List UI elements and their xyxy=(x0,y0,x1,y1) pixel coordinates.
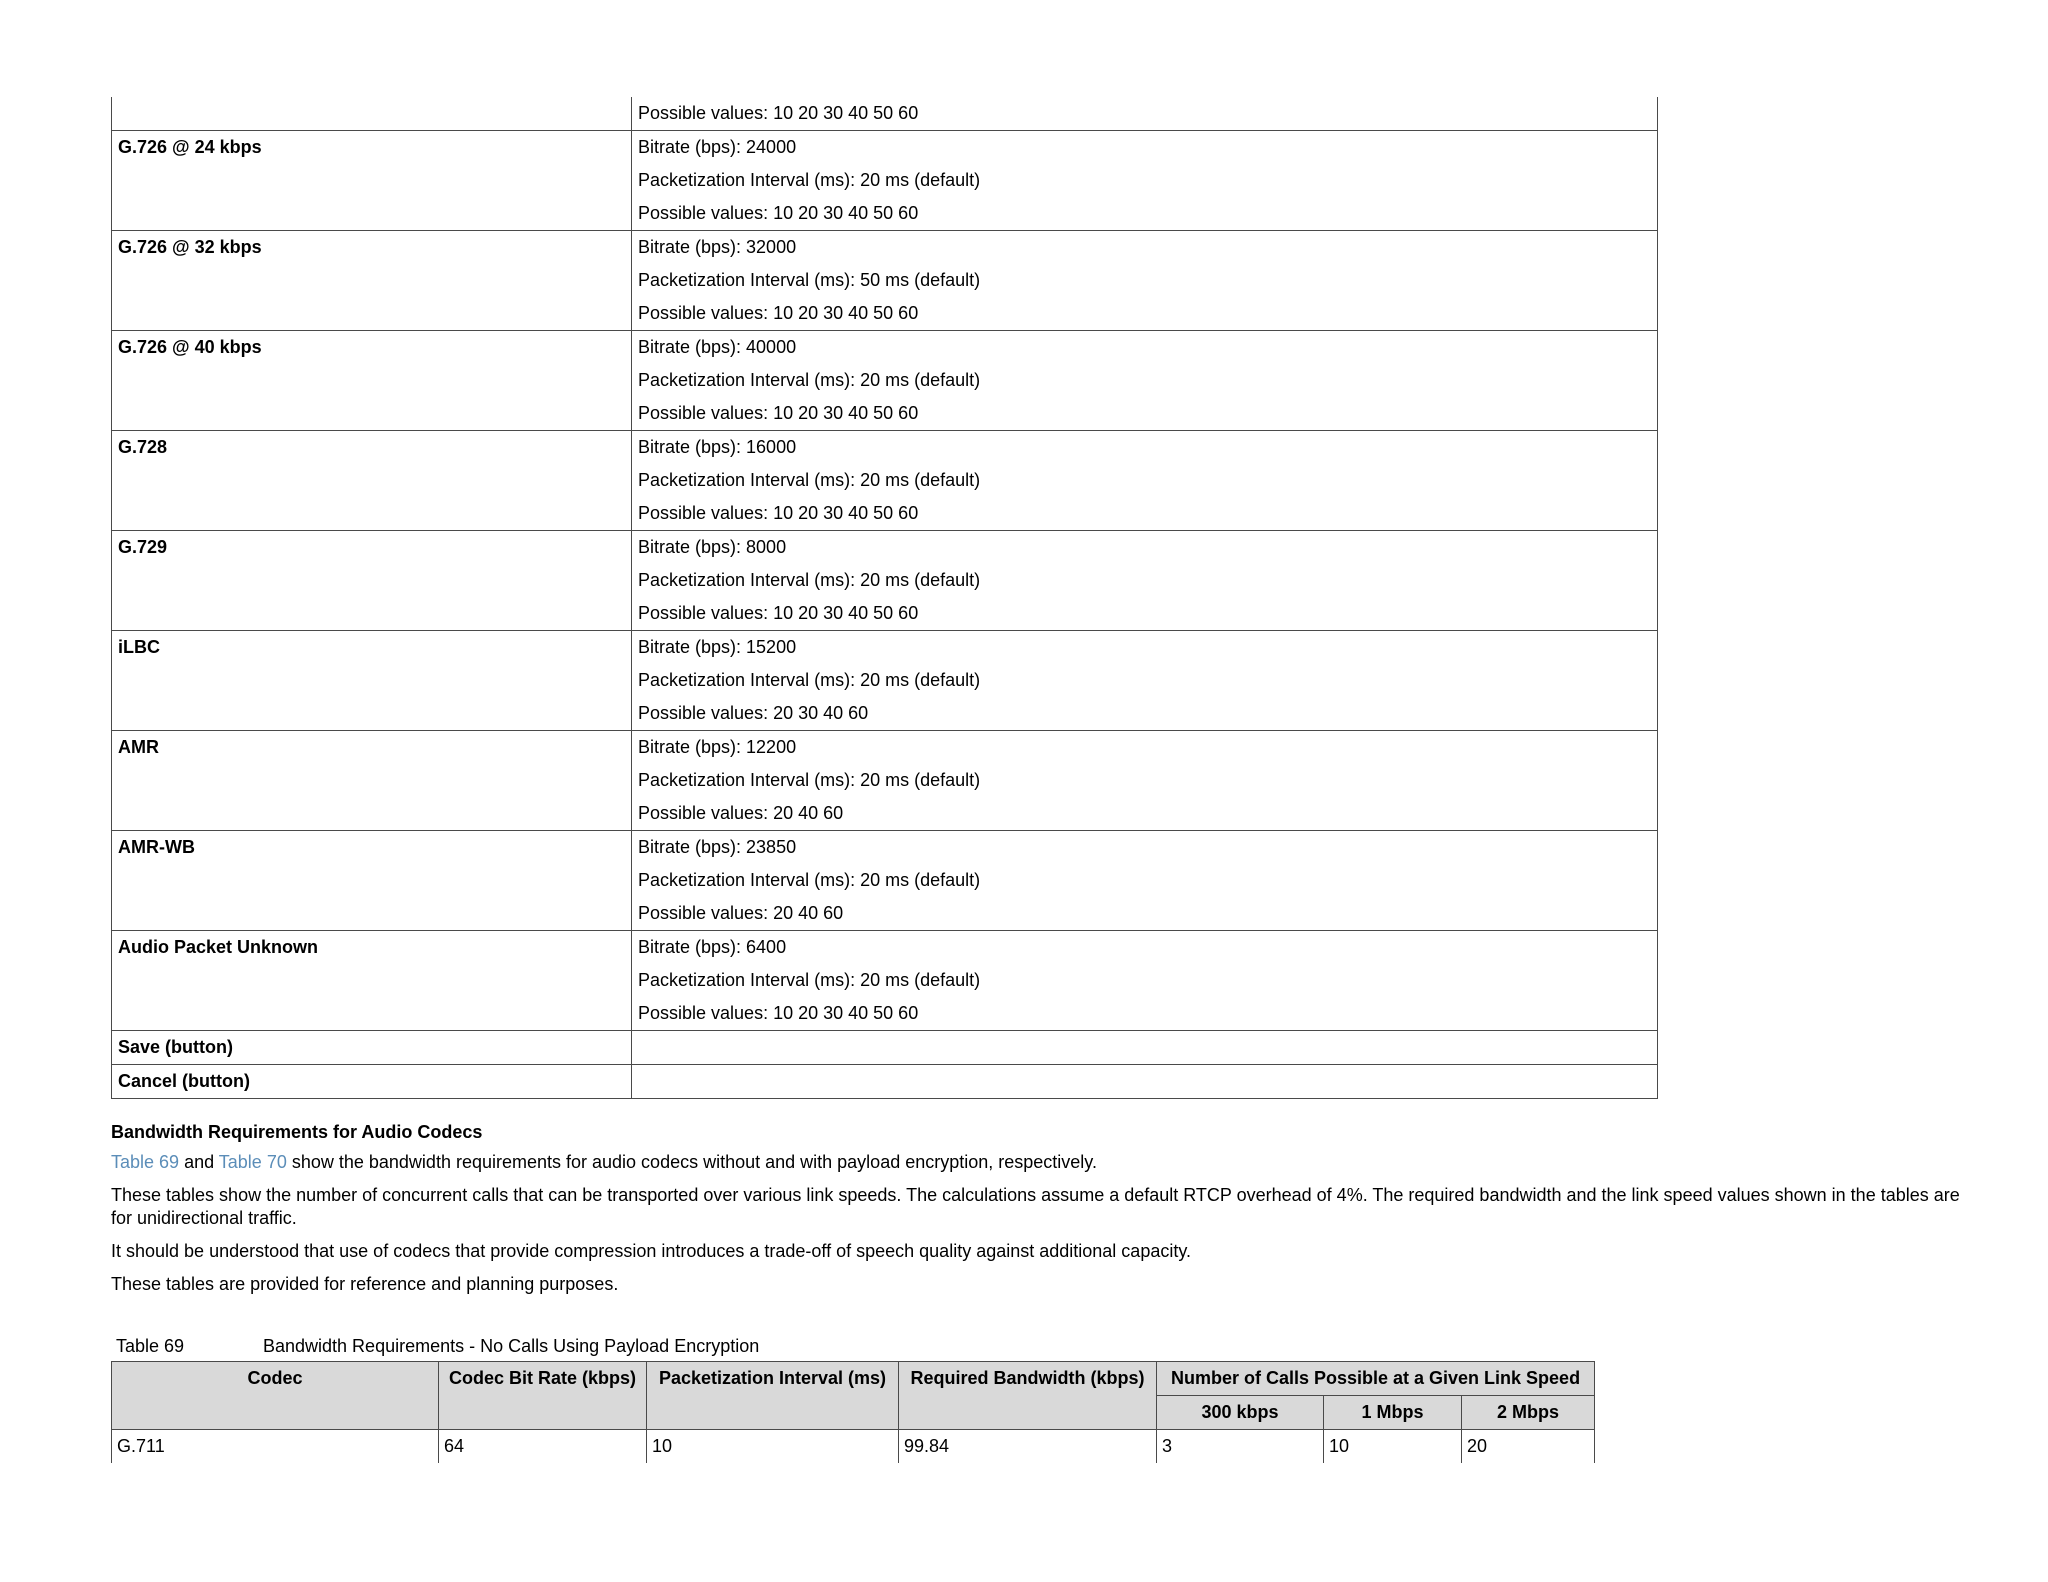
table-row xyxy=(112,331,1658,431)
table-70-link[interactable]: Table 70 xyxy=(218,1152,287,1172)
header-bitrate: Codec Bit Rate (kbps) xyxy=(439,1362,647,1430)
header-2mbps: 2 Mbps xyxy=(1462,1396,1595,1430)
codec-name: G.726 @ 40 kbps xyxy=(112,331,632,431)
codec-name: G.728 xyxy=(112,431,632,531)
table-title: Bandwidth Requirements - No Calls Using Payload Encryption xyxy=(263,1336,760,1356)
interval-line: Packetization Interval (ms): 20 ms (default) xyxy=(638,370,981,390)
bitrate-line: Bitrate (bps): 8000 xyxy=(638,537,787,557)
bitrate-line: Bitrate (bps): 12200 xyxy=(638,737,797,757)
interval-line: Packetization Interval (ms): 20 ms (default) xyxy=(638,770,981,790)
bitrate-line: Bitrate (bps): 6400 xyxy=(638,937,787,957)
cancel-button-label: Cancel (button) xyxy=(112,1065,632,1099)
bitrate-line: Bitrate (bps): 15200 xyxy=(638,637,797,657)
header-row xyxy=(112,1362,1595,1396)
interval-line: Packetization Interval (ms): 20 ms (default) xyxy=(638,170,981,190)
codec-name: AMR-WB xyxy=(112,831,632,931)
intro-paragraph xyxy=(111,1151,1961,1174)
possible-values-line: Possible values: 10 20 30 40 50 60 xyxy=(638,503,919,523)
interval-line: Packetization Interval (ms): 50 ms (default) xyxy=(638,270,981,290)
possible-values-line: Possible values: 10 20 30 40 50 60 xyxy=(638,603,919,623)
possible-values-line: Possible values: 20 30 40 60 xyxy=(638,703,869,723)
codec-name: iLBC xyxy=(112,631,632,731)
table-row xyxy=(112,631,1658,731)
table-row xyxy=(112,1065,1658,1099)
codec-details xyxy=(632,931,1658,1031)
interval-line: Packetization Interval (ms): 20 ms (default) xyxy=(638,670,981,690)
codec-name: Audio Packet Unknown xyxy=(112,931,632,1031)
table-row xyxy=(112,831,1658,931)
possible-values-line: Possible values: 10 20 30 40 50 60 xyxy=(638,1003,919,1023)
codec-name: G.729 xyxy=(112,531,632,631)
codec-name: G.726 @ 32 kbps xyxy=(112,231,632,331)
intro-text: show the bandwidth requirements for audio codecs without and with payload encryption, respectively. xyxy=(286,1152,1097,1172)
possible-values-line: Possible values: 20 40 60 xyxy=(638,803,844,823)
codec-details xyxy=(632,431,1658,531)
table-row xyxy=(112,731,1658,831)
possible-values-line: Possible values: 10 20 30 40 50 60 xyxy=(638,203,919,223)
empty-cell xyxy=(632,1031,1658,1065)
codec-details xyxy=(632,97,1658,131)
bandwidth-table xyxy=(111,1361,1595,1463)
cell-1mbps: 10 xyxy=(1324,1430,1462,1464)
paragraph-compression: It should be understood that use of codecs that provide compression introduces a trade-off of speech quality against additional capacity. xyxy=(111,1241,1191,1261)
cell-codec: G.711 xyxy=(112,1430,439,1464)
header-codec: Codec xyxy=(112,1362,439,1430)
interval-line: Packetization Interval (ms): 20 ms (default) xyxy=(638,470,981,490)
header-1mbps: 1 Mbps xyxy=(1324,1396,1462,1430)
table-row xyxy=(112,1430,1595,1464)
paragraph-link-speeds: These tables show the number of concurrent calls that can be transported over various link speeds. The calculations assume a default RTCP overhead of 4%. The required bandwidth and the link speed values shown in the tables are for unidirectional traffic. xyxy=(111,1185,1960,1228)
detail-line: Possible values: 10 20 30 40 50 60 xyxy=(638,103,919,123)
table-row xyxy=(112,131,1658,231)
possible-values-line: Possible values: 10 20 30 40 50 60 xyxy=(638,403,919,423)
bitrate-line: Bitrate (bps): 40000 xyxy=(638,337,797,357)
table-row xyxy=(112,931,1658,1031)
bitrate-line: Bitrate (bps): 32000 xyxy=(638,237,797,257)
table-row xyxy=(112,97,1658,131)
cell-2mbps: 20 xyxy=(1462,1430,1595,1464)
intro-text: and xyxy=(179,1152,219,1172)
codec-details xyxy=(632,531,1658,631)
cell-required-bandwidth: 99.84 xyxy=(899,1430,1157,1464)
codec-settings-table xyxy=(111,97,1658,1099)
codec-details xyxy=(632,631,1658,731)
save-button-label: Save (button) xyxy=(112,1031,632,1065)
interval-line: Packetization Interval (ms): 20 ms (default) xyxy=(638,870,981,890)
empty-cell xyxy=(632,1065,1658,1099)
cell-interval: 10 xyxy=(647,1430,899,1464)
header-interval: Packetization Interval (ms) xyxy=(647,1362,899,1430)
table-caption xyxy=(116,1336,760,1357)
codec-details xyxy=(632,731,1658,831)
table-row xyxy=(112,1031,1658,1065)
bitrate-line: Bitrate (bps): 24000 xyxy=(638,137,797,157)
table-row xyxy=(112,231,1658,331)
codec-details xyxy=(632,831,1658,931)
bitrate-line: Bitrate (bps): 16000 xyxy=(638,437,797,457)
codec-name: AMR xyxy=(112,731,632,831)
header-required-bandwidth: Required Bandwidth (kbps) xyxy=(899,1362,1157,1430)
interval-line: Packetization Interval (ms): 20 ms (default) xyxy=(638,970,981,990)
codec-name xyxy=(112,97,632,131)
header-calls: Number of Calls Possible at a Given Link Speed xyxy=(1157,1362,1595,1396)
possible-values-line: Possible values: 20 40 60 xyxy=(638,903,844,923)
codec-details xyxy=(632,231,1658,331)
codec-name: G.726 @ 24 kbps xyxy=(112,131,632,231)
cell-300kbps: 3 xyxy=(1157,1430,1324,1464)
table-number: Table 69 xyxy=(116,1336,185,1356)
codec-details xyxy=(632,331,1658,431)
table-row xyxy=(112,531,1658,631)
codec-details xyxy=(632,131,1658,231)
bitrate-line: Bitrate (bps): 23850 xyxy=(638,837,797,857)
possible-values-line: Possible values: 10 20 30 40 50 60 xyxy=(638,303,919,323)
header-300kbps: 300 kbps xyxy=(1157,1396,1324,1430)
table-69-link[interactable]: Table 69 xyxy=(111,1152,180,1172)
section-heading: Bandwidth Requirements for Audio Codecs xyxy=(111,1122,483,1142)
cell-bitrate: 64 xyxy=(439,1430,647,1464)
paragraph-reference: These tables are provided for reference and planning purposes. xyxy=(111,1274,619,1294)
interval-line: Packetization Interval (ms): 20 ms (default) xyxy=(638,570,981,590)
table-row xyxy=(112,431,1658,531)
